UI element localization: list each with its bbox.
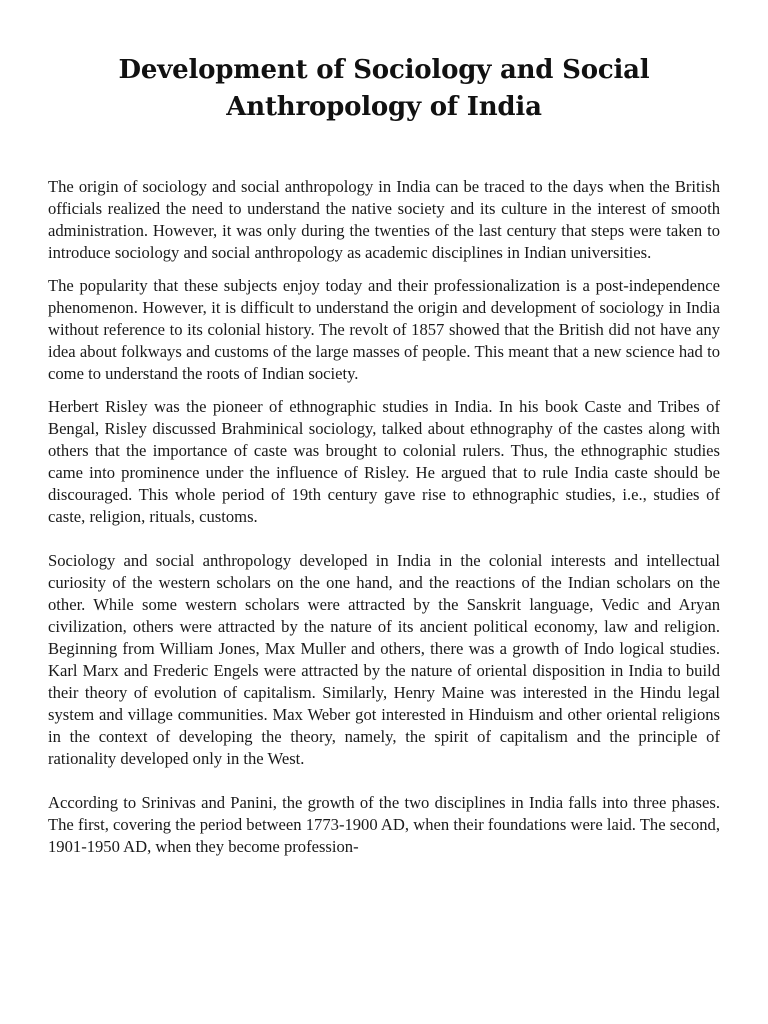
paragraph-risley: Herbert Risley was the pioneer of ethnographic studies in India. In his book Caste and Tribes of Bengal, Risley discussed Brahminical sociology, talked about ethnography of the castes along with others that the importance of caste was brought to colonial rulers. Thus, the ethnographic studies came into prominence under the influence of Risley. He argued that to rule India caste should be discouraged. This whole period of 19th century gave rise to ethnographic studies, i.e., studies of caste, religion, rituals, customs. [48, 397, 720, 526]
title-line-1: Development of Sociology and Social [118, 55, 650, 85]
paragraph-three-phases: According to Srinivas and Panini, the growth of the two disciplines in India falls into three phases. The first, covering the period between 1773-1900 AD, when their foundations were laid. The second, 1901-1950 AD, when they become profession- [48, 793, 720, 856]
paragraph-origin: The origin of sociology and social anthropology in India can be traced to the days when the British officials realized the need to understand the native society and its culture in the interest of smooth administration. However, it was only during the twenties of the last century that steps were taken to introduce sociology and social anthropology as academic disciplines in Indian universities. [48, 177, 720, 262]
document-body [48, 176, 720, 858]
page-title [48, 52, 720, 126]
paragraph-popularity: The popularity that these subjects enjoy today and their professionalization is a post-independence phenomenon. However, it is difficult to understand the origin and development of sociology in India without reference to its colonial history. The revolt of 1857 showed that the British did not have any idea about folkways and customs of the large masses of people. This meant that a new science had to come to understand the roots of Indian society. [48, 276, 720, 383]
paragraph-colonial-interests: Sociology and social anthropology developed in India in the colonial interests and intellectual curiosity of the western scholars on the one hand, and the reactions of the Indian scholars on the other. While some western scholars were attracted by the Sanskrit language, Vedic and Aryan civilization, others were attracted by the nature of its ancient political economy, law and religion. Beginning from William Jones, Max Muller and others, there was a growth of Indo logical studies. Karl Marx and Frederic Engels were attracted by the nature of oriental disposition in India to build their theory of evolution of capitalism. Similarly, Henry Maine was interested in the Hindu legal system and village communities. Max Weber got interested in Hinduism and other oriental religions in the context of developing the theory, namely, the spirit of capitalism and the principle of rationality developed only in the West. [48, 551, 720, 768]
title-line-2: Anthropology of India [226, 92, 542, 122]
